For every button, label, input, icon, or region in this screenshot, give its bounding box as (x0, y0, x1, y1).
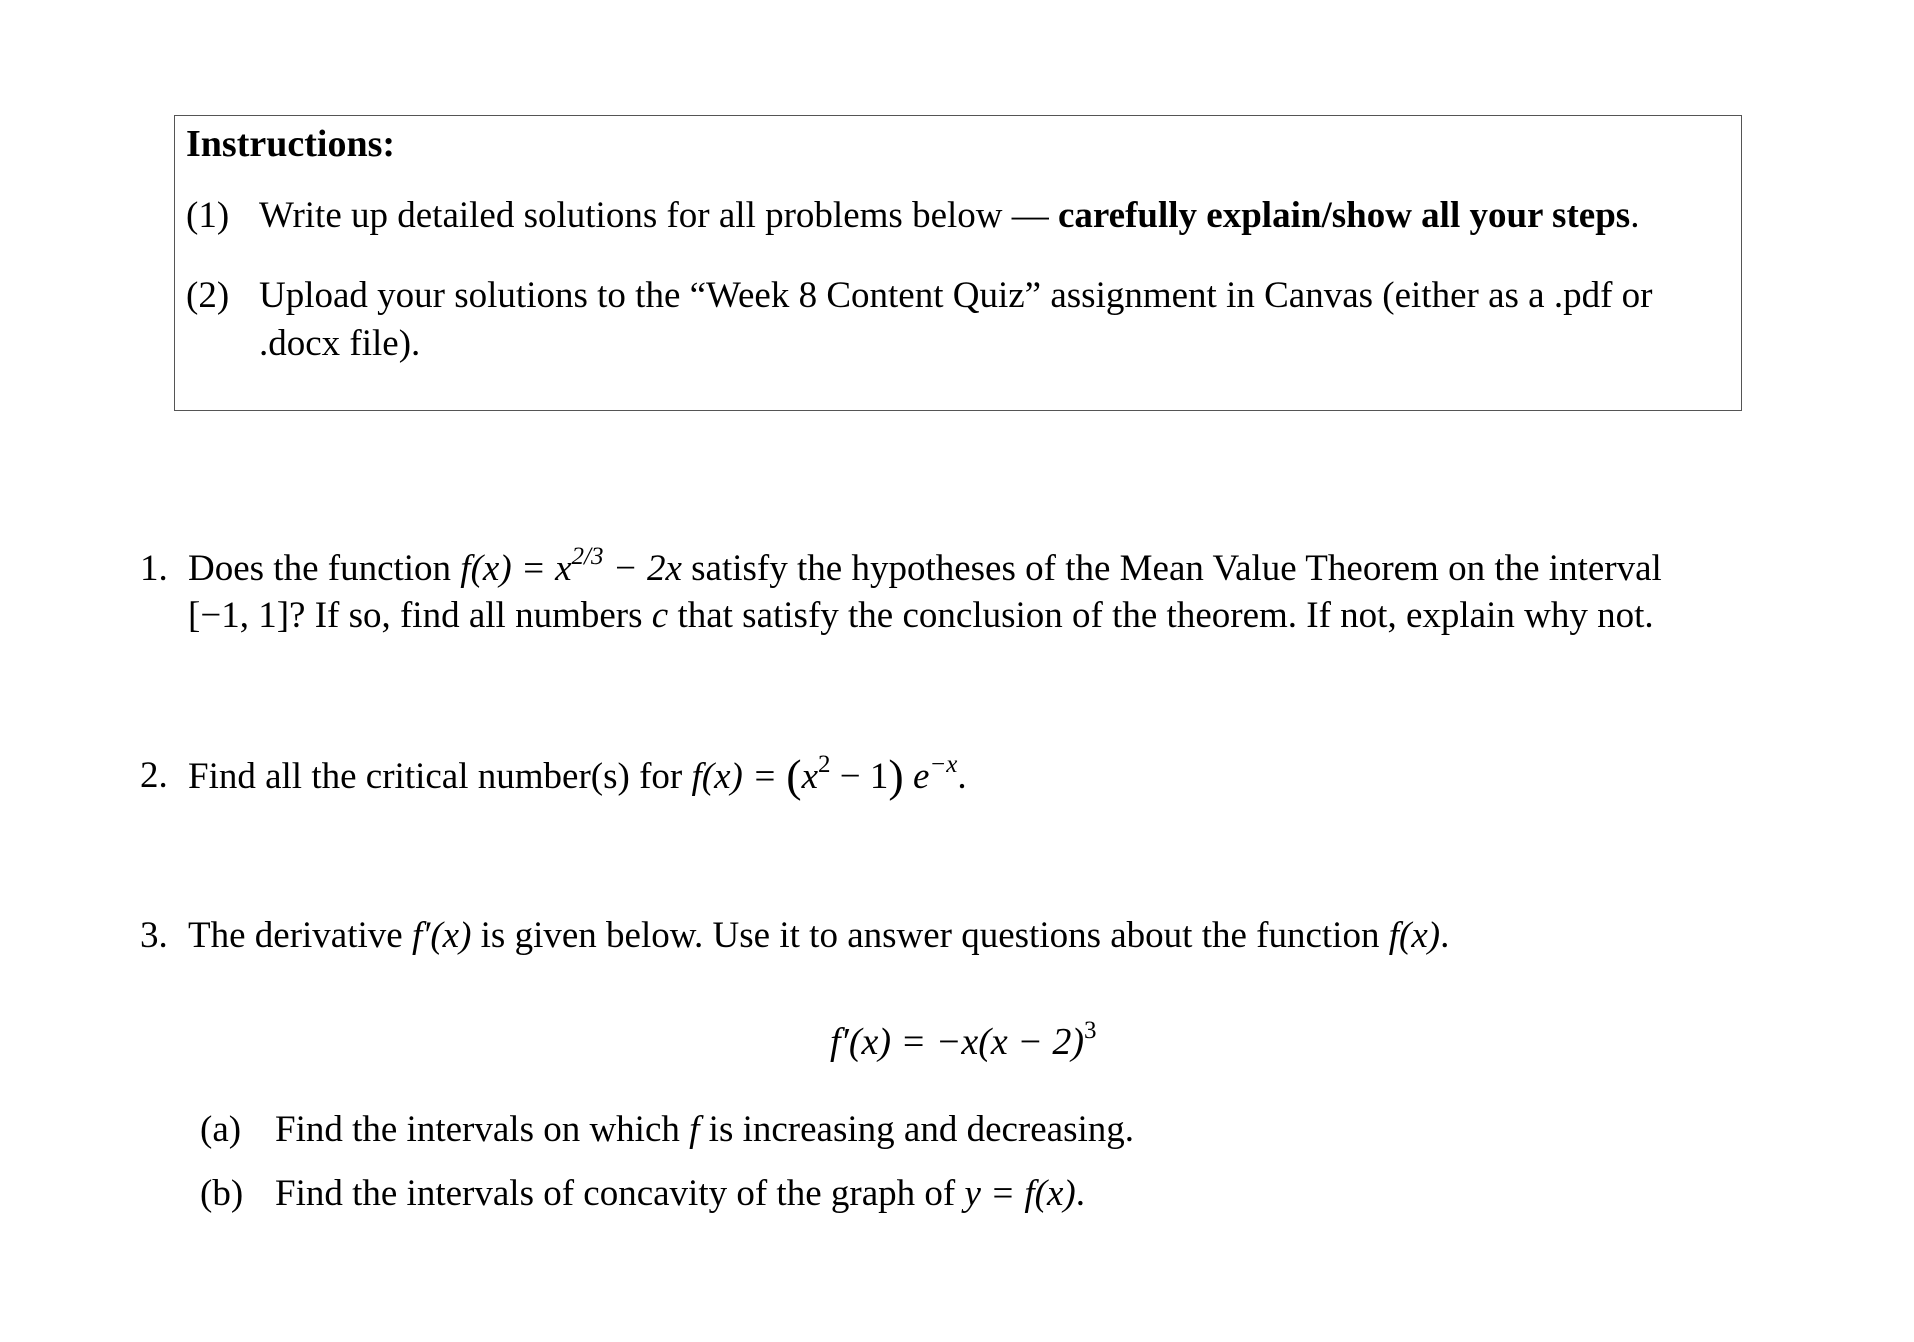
text: satisfy the hypotheses of the Mean Value Theorem on the interval (681, 548, 1662, 589)
text: ? If so, find all numbers (289, 595, 652, 636)
text: . (1075, 1173, 1085, 1214)
text: Find the intervals of concavity of the graph of (275, 1173, 965, 1214)
instruction-text-tail: . (1630, 195, 1640, 236)
text: Find all the critical number(s) for (188, 756, 692, 797)
instruction-text-bold: carefully explain/show all your steps (1058, 195, 1631, 236)
math-f: f (689, 1109, 700, 1150)
math-term: − 1 (830, 756, 889, 797)
math-paren-open: ( (786, 750, 802, 801)
text: that satisfy the conclusion of the theorem. If not, explain why not. (668, 595, 1654, 636)
math-exponent: 2/3 (571, 543, 604, 570)
math-fx: f(x) (1388, 915, 1441, 956)
math-fprime: f′(x) (411, 915, 472, 956)
math-exponent: −x (929, 751, 958, 778)
text: . (1440, 915, 1450, 956)
instructions-box (174, 115, 1742, 411)
math-fx: f(x) = x (460, 548, 572, 589)
problem-number: 3. (140, 915, 168, 956)
math-eq: y = f(x) (964, 1173, 1076, 1214)
text: is increasing and decreasing. (699, 1109, 1135, 1150)
problem-line-2 (188, 592, 1662, 639)
math-paren-close: ) (888, 750, 904, 801)
subpart-number: (a) (200, 1109, 242, 1150)
subpart-number: (b) (200, 1173, 244, 1214)
text: Does the function (188, 548, 461, 589)
text: . (957, 756, 967, 797)
text: The derivative (188, 915, 412, 956)
derivative-formula (830, 1017, 1097, 1064)
instructions-title: Instructions: (186, 123, 396, 165)
problem-text (188, 545, 1662, 639)
instruction-number: (2) (186, 275, 230, 316)
text: is given below. Use it to answer questions about the function (471, 915, 1389, 956)
problem-number: 2. (140, 755, 168, 796)
math-fx: f(x) = (691, 756, 787, 797)
instruction-number: (1) (186, 195, 230, 236)
math-exponent: 3 (1084, 1017, 1097, 1044)
instruction-text: Upload your solutions to the “Week 8 Content Quiz” assignment in Canvas (either as a .pdf or .docx file). (259, 275, 1653, 364)
text: Find the intervals on which (275, 1109, 690, 1150)
math-interval: [−1, 1] (188, 595, 290, 636)
problem-number: 1. (140, 548, 168, 589)
subpart-text (275, 1172, 1085, 1215)
instruction-text (259, 192, 1739, 240)
math-formula: f′(x) = −x(x − 2) (830, 1021, 1085, 1063)
problem-line-1 (188, 545, 1662, 592)
subpart-text (275, 1108, 1134, 1151)
problem-text (188, 912, 1449, 959)
math-c: c (651, 595, 669, 636)
math-var: x (801, 756, 819, 797)
math-exponent: 2 (818, 751, 831, 778)
instruction-text-plain: Write up detailed solutions for all problems below — (259, 195, 1058, 236)
math-e: e (913, 756, 930, 797)
math-term: − 2x (603, 548, 682, 589)
problem-text (188, 752, 967, 800)
